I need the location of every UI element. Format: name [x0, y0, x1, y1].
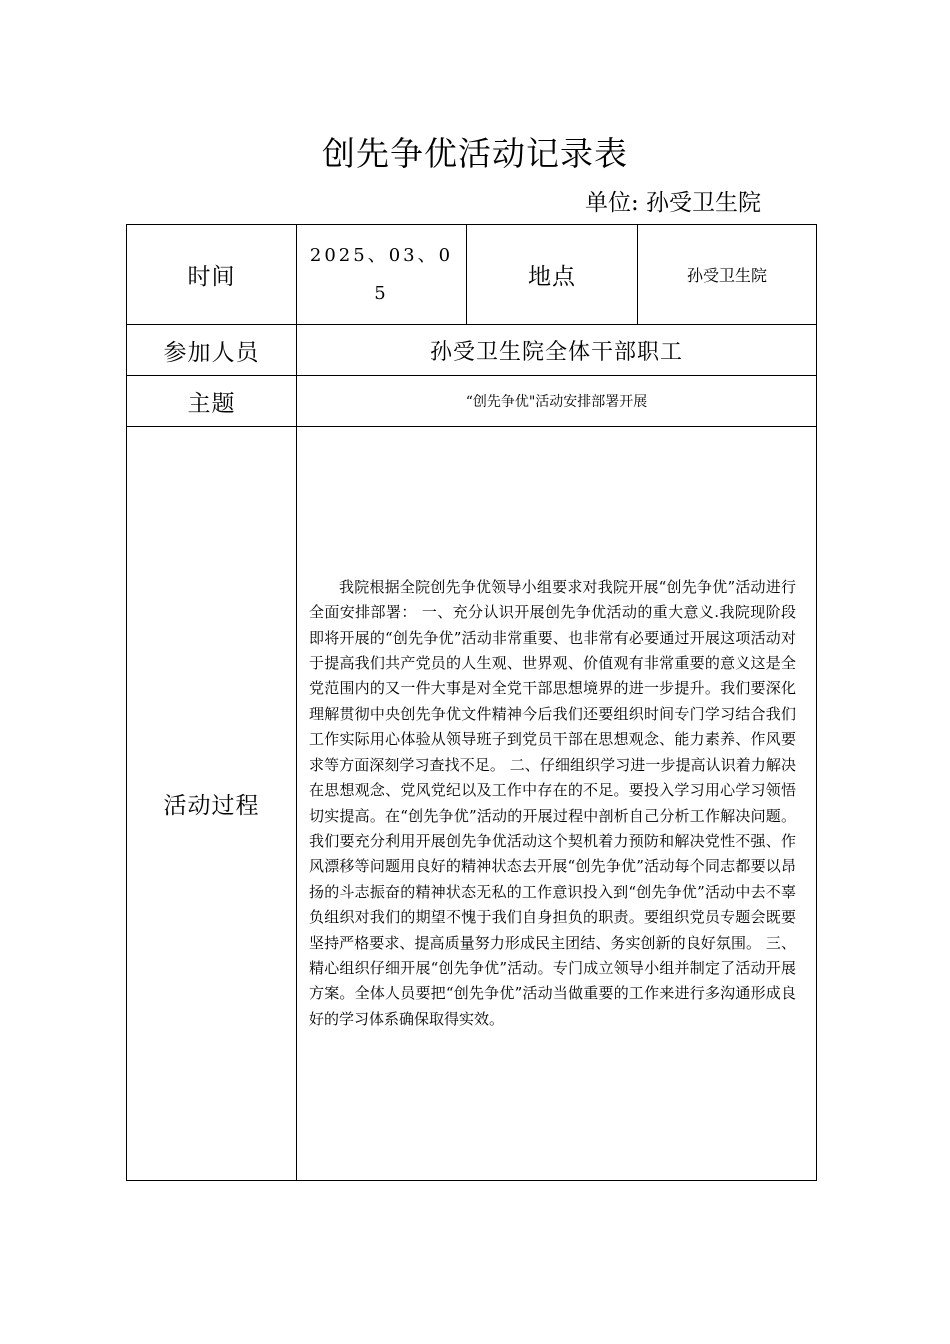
- topic-value: “创先争优"活动安排部署开展: [297, 376, 817, 427]
- document-title: 创先争优活动记录表: [322, 134, 628, 173]
- process-content-cell: [297, 427, 817, 1181]
- process-text: 我院根据全院创先争优领导小组要求对我院开展“创先争优”活动进行全面安排部署： 一、充分认识开展创先争优活动的重大意义.我院现阶段即将开展的“创先争优”活动非常重要、也非常有必要通过开展这项活动对于提高我们共产党员的人生观、世界观、价值观有非常重要的意义这是全党范围内的又一件大事是对全党干部思想境界的进一步提升。我们要深化理解贯彻中央创先争优文件精神今后我们还要组织时间专门学习结合我们工作实际用心体验从领导班子到党员干部在思想观念、能力素养、作风要求等方面深刻学习查找不足。 二、仔细组织学习进一步提高认识着力解决在思想观念、党风党纪以及工作中存在的不足。要投入学习用心学习领悟切实提高。在“创先争优”活动的开展过程中剖析自己分析工作解决问题。我们要充分利用开展创先争优活动这个契机着力预防和解决党性不强、作风漂移等问题用良好的精神状态去开展“创先争优”活动每个同志都要以昂扬的斗志振奋的精神状态无私的工作意识投入到“创先争优”活动中去不辜负组织对我们的期望不愧于我们自身担负的职责。要组织党员专题会既要坚持严格要求、提高质量努力形成民主团结、务实创新的良好氛围。 三、精心组织仔细开展“创先争优”活动。专门成立领导小组并制定了活动开展方案。全体人员要把“创先争优”活动当做重要的工作来进行多沟通形成良好的学习体系确保取得实效。: [309, 577, 796, 1028]
- participants-value: 孙受卫生院全体干部职工: [297, 325, 817, 376]
- process-row: [127, 427, 817, 1181]
- unit-line: 单位: 孙受卫生院: [585, 190, 762, 216]
- time-label: 时间: [127, 225, 297, 325]
- topic-label: 主题: [127, 376, 297, 427]
- place-label: 地点: [467, 225, 638, 325]
- record-table: [126, 224, 817, 1181]
- topic-row: [127, 376, 817, 427]
- place-value: 孙受卫生院: [638, 225, 817, 325]
- time-value: 2025、03、05: [297, 225, 467, 325]
- process-label: 活动过程: [127, 427, 297, 1181]
- participants-row: [127, 325, 817, 376]
- time-place-row: [127, 225, 817, 325]
- participants-label: 参加人员: [127, 325, 297, 376]
